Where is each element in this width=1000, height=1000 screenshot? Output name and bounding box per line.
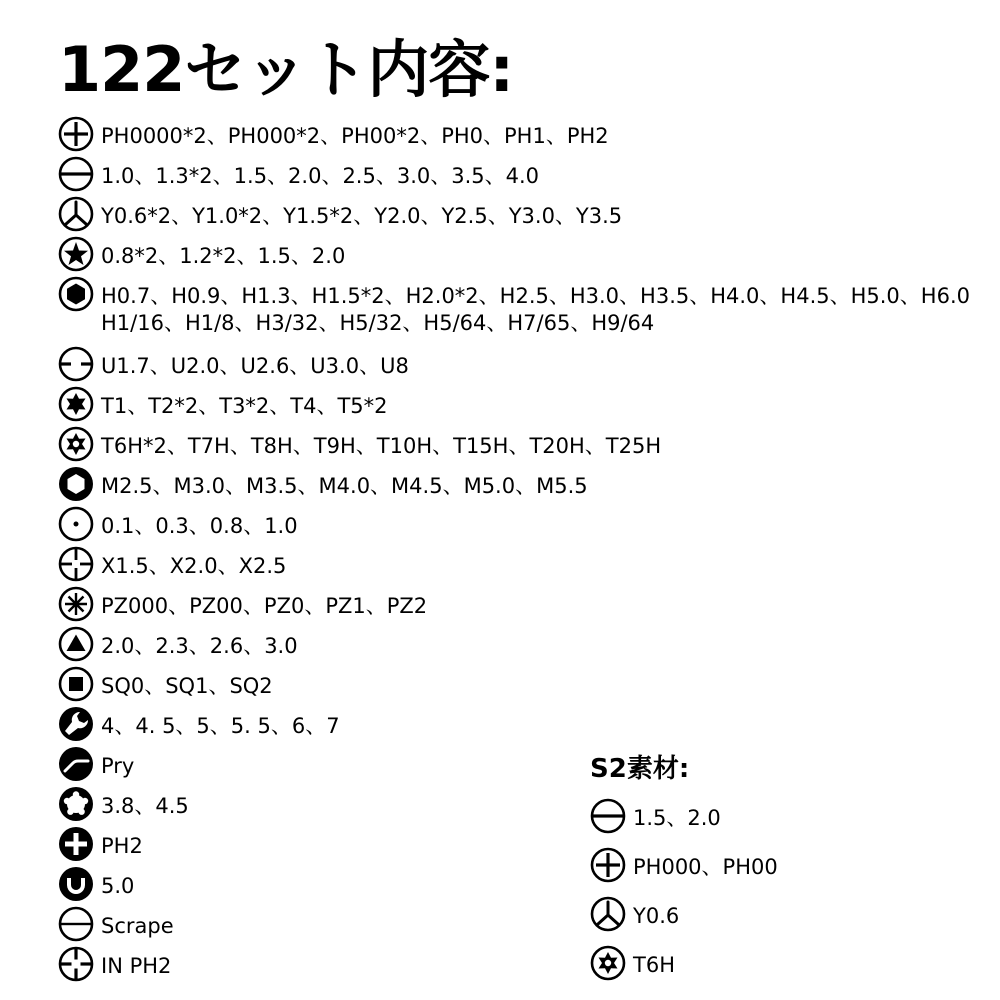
list-item-torx-security (58, 426, 661, 466)
s2-section-title: S2素材: (590, 754, 690, 784)
phillips-solid-icon (58, 826, 94, 862)
s2-item-phillips (590, 847, 778, 887)
item-text: Scrape (101, 914, 174, 938)
torx-security-icon (590, 945, 626, 981)
list-item-phillips (58, 116, 609, 156)
s2-item-text: T6H (633, 953, 675, 977)
u-shape-icon (58, 346, 94, 382)
pry-icon (58, 746, 94, 782)
cross-x-icon (58, 546, 94, 582)
wrench-icon (58, 706, 94, 742)
list-item-cross-x (58, 546, 286, 586)
item-text-line2: H1/16、H1/8、H3/32、H5/32、H5/64、H7/65、H9/64 (101, 311, 655, 335)
item-text: T1、T2*2、T3*2、T4、T5*2 (101, 394, 388, 418)
item-text: X1.5、X2.0、X2.5 (101, 554, 287, 578)
gear-icon (58, 786, 94, 822)
list-item-dot (58, 506, 298, 546)
in-phillips-icon (58, 946, 94, 982)
s2-item-tri-wing (590, 896, 679, 936)
item-text (101, 276, 970, 338)
item-text: 0.1、0.3、0.8、1.0 (101, 514, 298, 538)
list-item-magnet (58, 866, 134, 906)
item-text: 3.8、4.5 (101, 794, 189, 818)
tri-wing-icon (590, 896, 626, 932)
list-item-wrench (58, 706, 340, 746)
hex-icon (58, 276, 94, 312)
list-item-in-phillips (58, 946, 171, 986)
item-text: 4、4. 5、5、5. 5、6、7 (101, 714, 340, 738)
list-item-hex-socket (58, 466, 588, 506)
item-text: SQ0、SQ1、SQ2 (101, 674, 273, 698)
item-text: 2.0、2.3、2.6、3.0 (101, 634, 298, 658)
list-item-u-shape (58, 346, 409, 386)
hex-socket-icon (58, 466, 94, 502)
tri-wing-icon (58, 196, 94, 232)
list-item-torx (58, 386, 388, 426)
list-item-hex (58, 276, 970, 338)
phillips-icon (58, 116, 94, 152)
s2-item-slotted (590, 798, 721, 838)
square-icon (58, 666, 94, 702)
item-text: IN PH2 (101, 954, 172, 978)
magnet-icon (58, 866, 94, 902)
item-text-line1: H0.7、H0.9、H1.3、H1.5*2、H2.0*2、H2.5、H3.0、H3.5、H4.0、H4.5、H5.0、H6.0 (101, 284, 970, 308)
item-text: PH0000*2、PH000*2、PH00*2、PH0、PH1、PH2 (101, 124, 609, 148)
item-text: PZ000、PZ00、PZ0、PZ1、PZ2 (101, 594, 428, 618)
item-text: Y0.6*2、Y1.0*2、Y1.5*2、Y2.0、Y2.5、Y3.0、Y3.5 (101, 204, 623, 228)
s2-item-torx-security (590, 945, 675, 985)
page-title: 122セット内容: (58, 33, 514, 106)
slotted-icon (58, 156, 94, 192)
list-item-gear (58, 786, 189, 826)
torx-icon (58, 386, 94, 422)
pentalobe-star-icon (58, 236, 94, 272)
torx-security-icon (58, 426, 94, 462)
list-item-pentalobe (58, 236, 345, 276)
item-text: 5.0 (101, 874, 135, 898)
item-text: 1.0、1.3*2、1.5、2.0、2.5、3.0、3.5、4.0 (101, 164, 540, 188)
s2-item-text: Y0.6 (633, 904, 680, 928)
item-text: M2.5、M3.0、M3.5、M4.0、M4.5、M5.0、M5.5 (101, 474, 588, 498)
list-item-pry (58, 746, 134, 786)
dot-icon (58, 506, 94, 542)
scrape-icon (58, 906, 94, 942)
list-item-square (58, 666, 273, 706)
list-item-pozidriv (58, 586, 427, 626)
pozidriv-icon (58, 586, 94, 622)
item-text: PH2 (101, 834, 143, 858)
list-item-triangle (58, 626, 298, 666)
slotted-icon (590, 798, 626, 834)
list-item-scrape (58, 906, 174, 946)
item-text: U1.7、U2.0、U2.6、U3.0、U8 (101, 354, 409, 378)
item-text: T6H*2、T7H、T8H、T9H、T10H、T15H、T20H、T25H (101, 434, 662, 458)
s2-item-text: 1.5、2.0 (633, 806, 721, 830)
list-item-slotted (58, 156, 539, 196)
item-text: Pry (101, 754, 135, 778)
list-item-phillips-solid (58, 826, 143, 866)
s2-item-text: PH000、PH00 (633, 855, 778, 879)
phillips-icon (590, 847, 626, 883)
list-item-tri-wing (58, 196, 622, 236)
triangle-icon (58, 626, 94, 662)
item-text: 0.8*2、1.2*2、1.5、2.0 (101, 244, 346, 268)
